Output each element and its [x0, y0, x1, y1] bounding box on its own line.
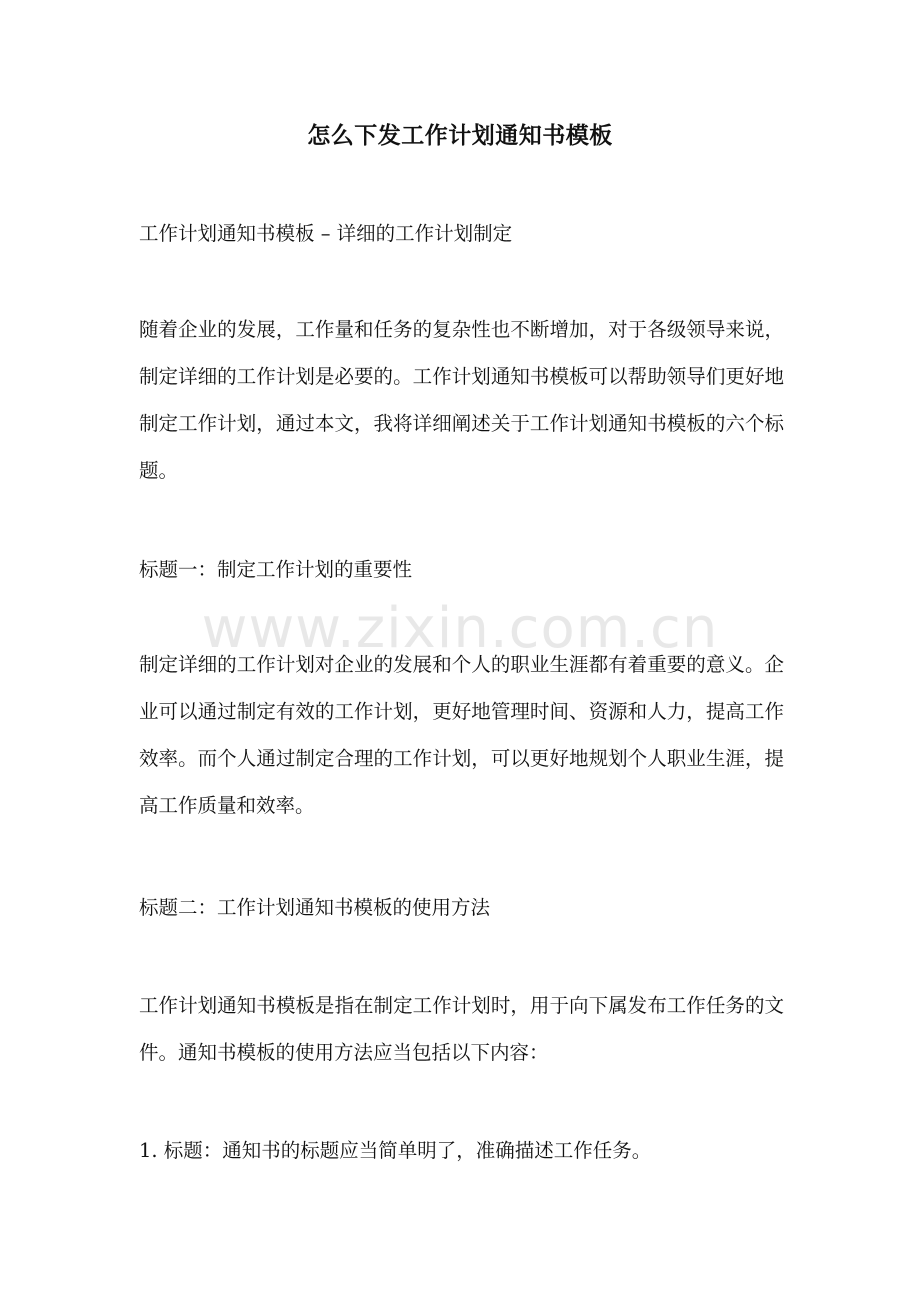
document-title: 怎么下发工作计划通知书模板	[307, 123, 613, 149]
intro-paragraph: 随着企业的发展，工作量和任务的复杂性也不断增加，对于各级领导来说，制定详细的工作计划是必要的。工作计划通知书模板可以帮助领导们更好地制定工作计划，通过本文，我将详细阐述关于工作计划通知书模板的六个标题。	[139, 318, 784, 482]
list-item: 1. 标题：通知书的标题应当简单明了，准确描述工作任务。	[139, 1139, 652, 1162]
section-body-1: 制定详细的工作计划对企业的发展和个人的职业生涯都有着重要的意义。企业可以通过制定有效的工作计划，更好地管理时间、资源和人力，提高工作效率。而个人通过制定合理的工作计划，可以更好地规划个人职业生涯，提高工作质量和效率。	[139, 653, 784, 817]
section-heading-1: 标题一：制定工作计划的重要性	[139, 558, 413, 581]
section-heading-2: 标题二：工作计划通知书模板的使用方法	[139, 896, 491, 919]
watermark: www.zixin.com.cn	[201, 596, 719, 661]
document-subtitle: 工作计划通知书模板 – 详细的工作计划制定	[139, 222, 513, 245]
section-body-2: 工作计划通知书模板是指在制定工作计划时，用于向下属发布工作任务的文件。通知书模板的使用方法应当包括以下内容：	[139, 994, 784, 1064]
